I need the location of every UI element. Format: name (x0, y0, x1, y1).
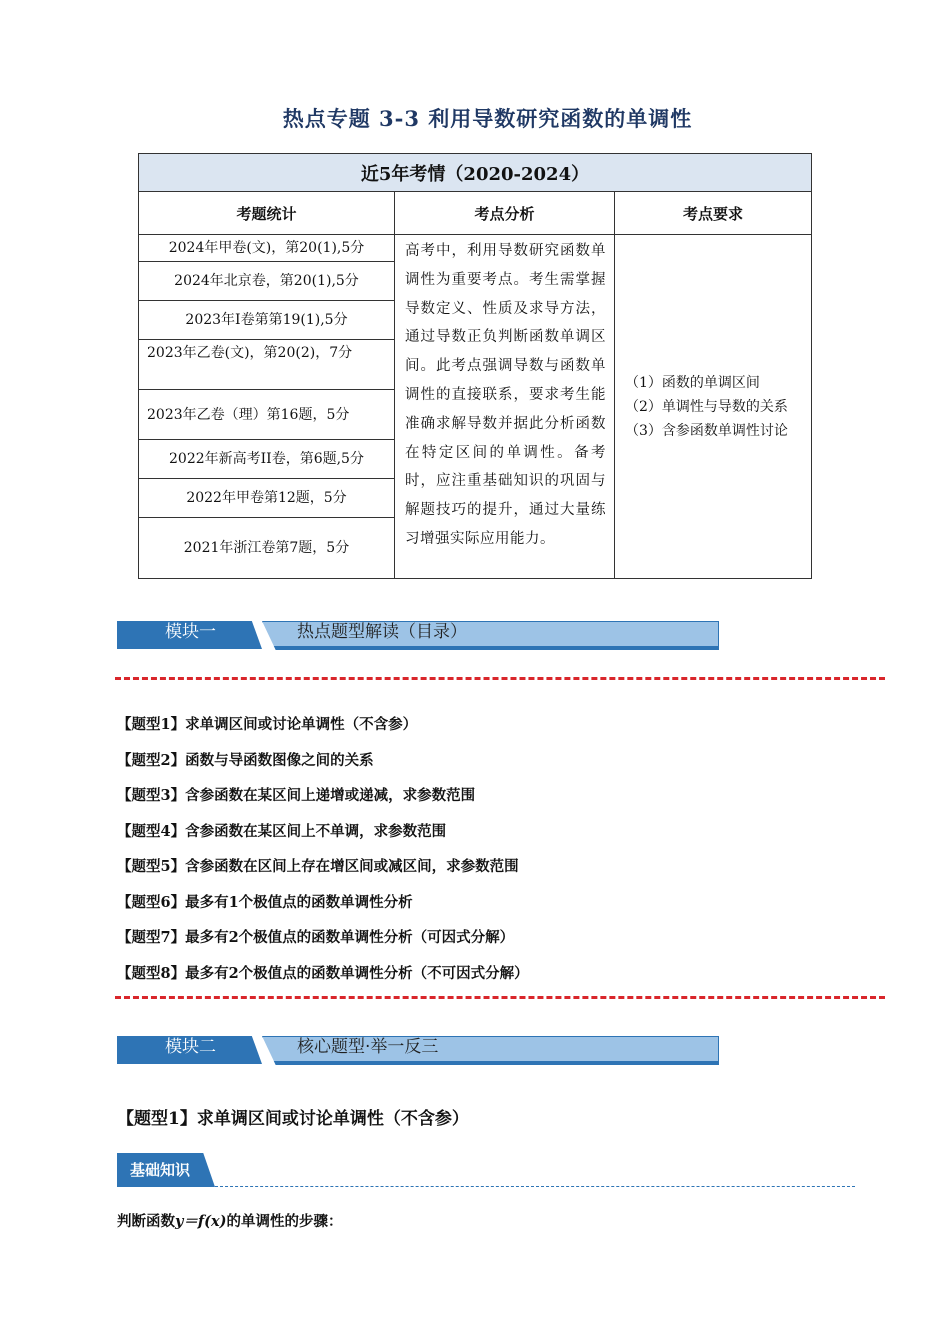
stat-cell: 2023年乙卷（理）第16题，5分 (139, 390, 395, 440)
topic-item[interactable]: 【题型5】含参函数在区间上存在增区间或减区间，求参数范围 (117, 858, 519, 875)
page-title: 热点专题 3-3 利用导数研究函数的单调性 (282, 106, 693, 131)
stat-cell: 2024年甲卷(文)，第20(1),5分 (139, 235, 395, 262)
module-one-tag: 模块一 (165, 622, 216, 642)
topic-item[interactable]: 【题型2】函数与导函数图像之间的关系 (117, 751, 374, 769)
topic-list (117, 714, 817, 998)
requirements-cell (615, 235, 812, 579)
divider-bottom (115, 996, 885, 999)
topic-item[interactable]: 【题型6】最多有1个极值点的函数单调性分析 (117, 893, 413, 911)
topic-item[interactable]: 【题型1】求单调区间或讨论单调性（不含参） (117, 716, 418, 733)
section-title: 【题型1】求单调区间或讨论单调性（不含参） (117, 1109, 469, 1129)
requirement-item: （3）含参函数单调性讨论 (625, 422, 788, 439)
header-stats: 考题统计 (139, 192, 395, 235)
topic-item[interactable]: 【题型3】含参函数在某区间上递增或递减，求参数范围 (117, 787, 476, 804)
stat-cell: 2024年北京卷，第20(1),5分 (139, 262, 395, 301)
module-one-label: 热点题型解读（目录） (297, 622, 467, 642)
header-requirements: 考点要求 (615, 192, 812, 235)
stat-cell: 2023年乙卷(文)，第20(2)，7分 (139, 340, 395, 390)
module-two-label: 核心题型·举一反三 (297, 1037, 439, 1057)
basic-knowledge-label: 基础知识 (130, 1161, 191, 1179)
module-two-tag: 模块二 (165, 1037, 216, 1057)
header-analysis: 考点分析 (395, 192, 615, 235)
exam-trend-table (138, 153, 812, 579)
basic-knowledge-rule (215, 1186, 855, 1187)
stat-cell: 2021年浙江卷第7题，5分 (139, 518, 395, 579)
exam-table-banner: 近5年考情（2020-2024） (139, 154, 812, 192)
function-formula: y＝f(x) (175, 1213, 227, 1230)
stat-cell: 2022年新高考II卷，第6题,5分 (139, 440, 395, 479)
requirement-item: （1）函数的单调区间 (625, 374, 760, 391)
module-one-banner (117, 621, 717, 651)
divider-top (115, 677, 885, 680)
module-two-banner (117, 1036, 717, 1066)
basic-knowledge-tab (117, 1153, 217, 1187)
topic-item[interactable]: 【题型7】最多有2个极值点的函数单调性分析（可因式分解） (117, 929, 515, 946)
topic-item[interactable]: 【题型4】含参函数在某区间上不单调，求参数范围 (117, 822, 447, 840)
stat-cell: 2022年甲卷第12题，5分 (139, 479, 395, 518)
topic-item[interactable]: 【题型8】最多有2个极值点的函数单调性分析（不可因式分解） (117, 964, 529, 982)
step-intro: 判断函数y＝f(x)的单调性的步骤： (117, 1213, 343, 1230)
analysis-cell: 高考中，利用导数研究函数单调性为重要考点。考生需掌握导数定义、性质及求导方法，通过导数正负判断函数单调区间。此考点强调导数与函数单调性的直接联系，要求考生能准确求解导数并据此分析函数在特定区间的单调性。备考时，应注重基础知识的巩固与解题技巧的提升，通过大量练习增强实际应用能力。 (395, 235, 615, 579)
stat-cell: 2023年I卷第第19(1),5分 (139, 301, 395, 340)
requirement-item: （2）单调性与导数的关系 (625, 398, 788, 415)
